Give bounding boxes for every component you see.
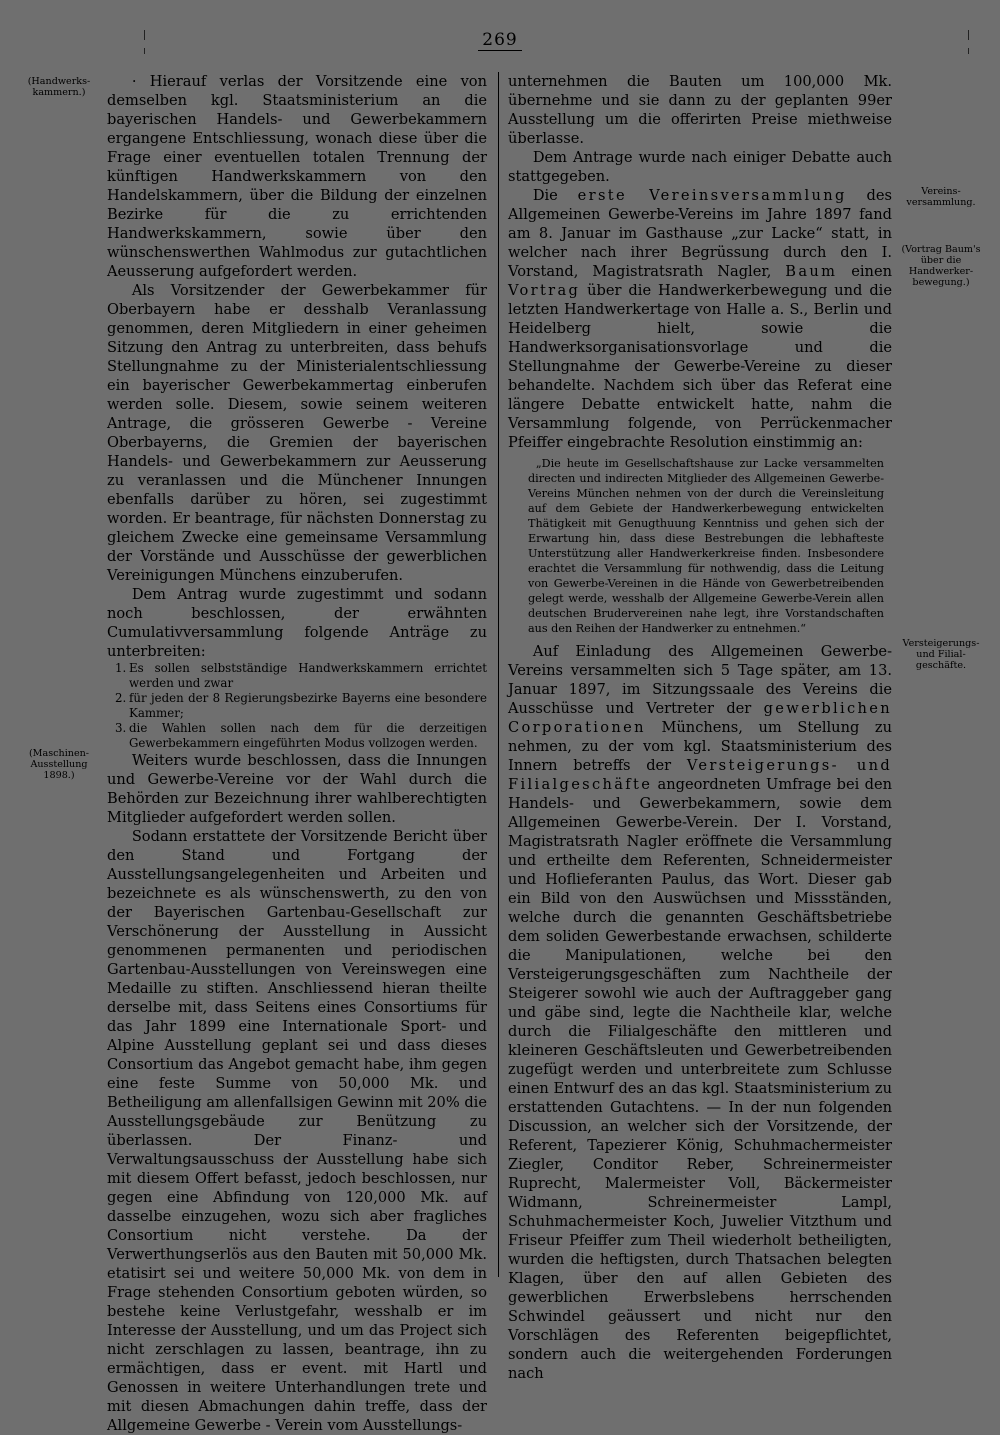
list-text: für jeden der 8 Regierungsbezirke Bayerns eine besondere Kammer;: [129, 691, 487, 720]
list-item: [107, 661, 487, 691]
paragraph: unternehmen die Bauten um 100,000 Mk. übernehme und sie dann zu der geplanten 99er Ausstellung um die offerirten Preise miethweise überlasse.: [508, 73, 892, 147]
page-number: 269: [482, 30, 518, 50]
list-number: 3.: [115, 721, 127, 735]
spaced-text: Baum: [785, 263, 838, 280]
text-run: Auf Einladung des Allgemeinen Gewerbe-Vereins versammelten sich 5 Tage später, am 13. Januar 1897, im Sitzungssaale des Vereins die Ausschüsse und Vertreter der: [508, 643, 892, 717]
list-text: die Wahlen sollen nach dem für die derzeitigen Gewerbekammern eingeführten Modus vollzogen werden.: [129, 721, 487, 750]
paragraph: Als Vorsitzender der Gewerbekammer für Oberbayern habe er desshalb Veranlassung genommen, deren Mitgliedern in einer geheimen Sitzung den Antrag zu unterbreiten, dass behufs Stellungnahme zu der Ministerialentschliessung ein bayerischer Gewerbekammertag einberufen werden solle. Diesem, sowie seinem weiteren Antrage, die grösseren Gewerbe - Vereine Oberbayerns, die Gremien der bayerischen Handels- und Gewerbekammern zur Aeusserung zu veranlassen und die Münchener Innungen ebenfalls darüber zu hören, sei zugestimmt worden. Er beantrage, für nächsten Donnerstag zu gleichem Zwecke eine gemeinsame Versammlung der Vorstände und Ausschüsse der gewerblichen Vereinigungen Münchens einzuberufen.: [107, 282, 487, 584]
motion-list: [107, 661, 487, 751]
list-text: Es sollen selbstständige Handwerkskammern errichtet werden und zwar: [129, 661, 487, 690]
list-number: 1.: [115, 661, 127, 675]
paragraph: · Hierauf verlas der Vorsitzende eine von demselben kgl. Staatsministerium an die bayerischen Handels- und Gewerbekammern ergangene Entschliessung, wonach diese über die Frage einer eventuellen totalen Trennung der künftigen Handwerkskammern von den Handelskammern, über die Bildung der einzelnen Bezirke für die zu errichtenden Handwerkskammern, sowie über den wünschenswerthen Wahlmodus zur gutachtlichen Aeusserung aufgefordert werden.: [107, 73, 487, 280]
header-rule: [478, 50, 522, 51]
paragraph: [508, 186, 892, 452]
resolution-quote: „Die heute im Gesellschaftshause zur Lacke versammelten directen und indirecten Mitglieder des Allgemeinen Gewerbe-Vereins München nehmen von der durch die Vereinsleitung auf dem Gebiete der Handwerkerbewegung entwickelten Thätigkeit mit Genugthuung Kenntniss und gehen sich der Erwartung hin, dass diese Bestrebungen die lebhafteste Unterstützung aller Handwerkerkreise finden. Insbesondere erachtet die Versammlung für nothwendig, dass die Leitung von Gewerbe-Vereinen in die Hände von Gewerbetreibenden gelegt werde, wesshalb der Allgemeine Gewerbe-Verein allen deutschen Brudervereinen nahe legt, ihre Vorstandschaften aus den Reihen der Handwerker zu entnehmen.“: [528, 457, 884, 635]
left-column: [107, 72, 487, 1435]
text-run: des Allgemeinen Gewerbe-Vereins im Jahre 1897 fand am 8. Januar im Gasthause „zur Lacke“ statt, in welcher nach ihrer Begrüssung durch den I. Vorstand, Magistratsrath Nagler,: [508, 187, 893, 280]
text-run: angeordneten Umfrage bei den Handels- und Gewerbekammern, sowie dem Allgemeinen Gewerbe-Verein. Der I. Vorstand, Magistratsrath Nagler eröffnete die Versammlung und ertheilte dem Referenten, Schneidermeister und Hoflieferanten Paulus, das Wort. Dieser gab ein Bild von den Auswüchsen und Missständen, welche durch die genannten Geschäftsbetriebe dem soliden Gewerbestande erwachsen, schilderte die Manipulationen, welche bei den Versteigerungsgeschäften zum Nachtheile der Steigerer sowohl wie auch der Auftraggeber gang und gäbe sind, legte die Nachtheile klar, welche durch die Filialgeschäfte den mittleren und kleineren Geschäftsleuten und Gewerbetreibenden zugefügt werden und unterbreitete zum Schlusse einen Entwurf des an das kgl. Staatsministerium zu erstattenden Gutachtens. — In der nun folgenden Discussion, an welcher sich der Vorsitzende, der Referent, Tapezierer König, Schuhmachermeister Ziegler, Conditor Reber, Schreinermeister Ruprecht, Malermeister Voll, Bäckermeister Widmann, Schreinermeister Lampl, Schuhmachermeister Koch, Juwelier Vitzthum und Friseur Pfeiffer zum Theil wiederholt betheiligten, wurden die heftigsten, durch Thatsachen belegten Klagen, über den auf allen Gebieten des gewerblichen Erwerbslebens herrschenden Schwindel geäussert und nicht nur den Vorschlägen des Referenten beigepflichtet, sondern auch die weitergehenden Forderungen nach: [508, 776, 892, 1382]
margin-note-maschinen-ausstellung: (Maschinen-Ausstellung 1898.): [28, 748, 90, 781]
list-number: 2.: [115, 691, 127, 705]
margin-note-handwerkskammern: (Handwerks-kammern.): [27, 76, 91, 98]
spaced-text: erste Vereinsversammlung: [577, 187, 847, 204]
list-item: [107, 721, 487, 751]
spaced-text: Versteigerungs- und Filialgeschäfte: [508, 757, 892, 793]
right-column: [508, 72, 892, 1383]
column-divider: [498, 72, 499, 1277]
spaced-text: Vortrag: [508, 282, 581, 299]
list-item: [107, 691, 487, 721]
paragraph: [508, 642, 892, 1383]
margin-note-vereinsversammlung: Vereins-versammlung.: [906, 186, 976, 208]
paragraph: Weiters wurde beschlossen, dass die Innungen und Gewerbe-Vereine vor der Wahl durch die Behörden zur Bezeichnung ihrer wahlberechtigten Mitglieder aufgefordert werden sollen.: [107, 752, 487, 826]
paragraph: Dem Antrag wurde zugestimmt und sodann noch beschlossen, der erwähnten Cumulativversammlung folgende Anträge zu unterbreiten:: [107, 586, 487, 660]
paragraph: Dem Antrage wurde nach einiger Debatte auch stattgegeben.: [508, 149, 892, 185]
margin-note-vortrag-baum: (Vortrag Baum's über die Handwerker-bewegung.): [901, 244, 981, 288]
paragraph: Sodann erstattete der Vorsitzende Bericht über den Stand und Fortgang der Ausstellungsangelegenheiten und Arbeiten und bezeichnete es als wünschenswerth, zu den von der Bayerischen Gartenbau-Gesellschaft zur Verschönerung der Ausstellung in Aussicht genommenen permanenten und periodischen Gartenbau-Ausstellungen von Vereinswegen eine Medaille zu stiften. Anschliessend hieran theilte derselbe mit, dass Seitens eines Consortiums für das Jahr 1899 eine Internationale Sport- und Alpine Ausstellung geplant sei und dass dieses Consortium das Angebot gemacht habe, ihm gegen eine feste Summe von 50,000 Mk. und Betheiligung am allenfallsigen Gewinn mit 20% die Ausstellungsgebäude zur Benützung zu überlassen. Der Finanz- und Verwaltungsausschuss der Ausstellung habe sich mit diesem Offert befasst, jedoch beschlossen, nur gegen eine Abfindung von 120,000 Mk. auf dasselbe einzugehen, wozu sich aber fragliches Consortium nicht verstehe. Da der Verwerthungserlös aus den Bauten mit 50,000 Mk. etatisirt sei und weitere 50,000 Mk. von dem in Frage stehenden Consortium geboten würden, so bestehe keine Verlustgefahr, wesshalb er im Interesse der Ausstellung, und um das Project sich nicht zerschlagen zu lassen, beantrage, ihn zu ermächtigen, dass er event. mit Hartl und Genossen in weitere Unterhandlungen trete und mit diesen Abmachungen dahin treffe, dass der Allgemeine Gewerbe - Verein vom Ausstellungs-: [107, 828, 487, 1434]
margin-note-versteigerungsgeschaefte: Versteigerungs- und Filial-geschäfte.: [902, 638, 980, 671]
text-run: Münchens, um Stellung zu nehmen, zu der vom kgl. Staatsministerium des Innern betreffs der: [508, 719, 892, 774]
text-run: über die Handwerkerbewegung und die letzten Handwerkertage von Halle a. S., Berlin und Heidelberg hielt, sowie die Handwerksorganisationsvorlage und die Stellungnahme der Gewerbe-Vereine zu dieser behandelte. Nachdem sich über das Referat eine längere Debatte entwickelt hatte, nahm die Versammlung folgende, von Perrückenmacher Pfeiffer eingebrachte Resolution einstimmig an:: [508, 282, 892, 451]
text-run: Die: [532, 187, 578, 204]
text-run: einen: [837, 263, 892, 280]
spaced-text: gewerblichen Corporationen: [508, 700, 892, 736]
